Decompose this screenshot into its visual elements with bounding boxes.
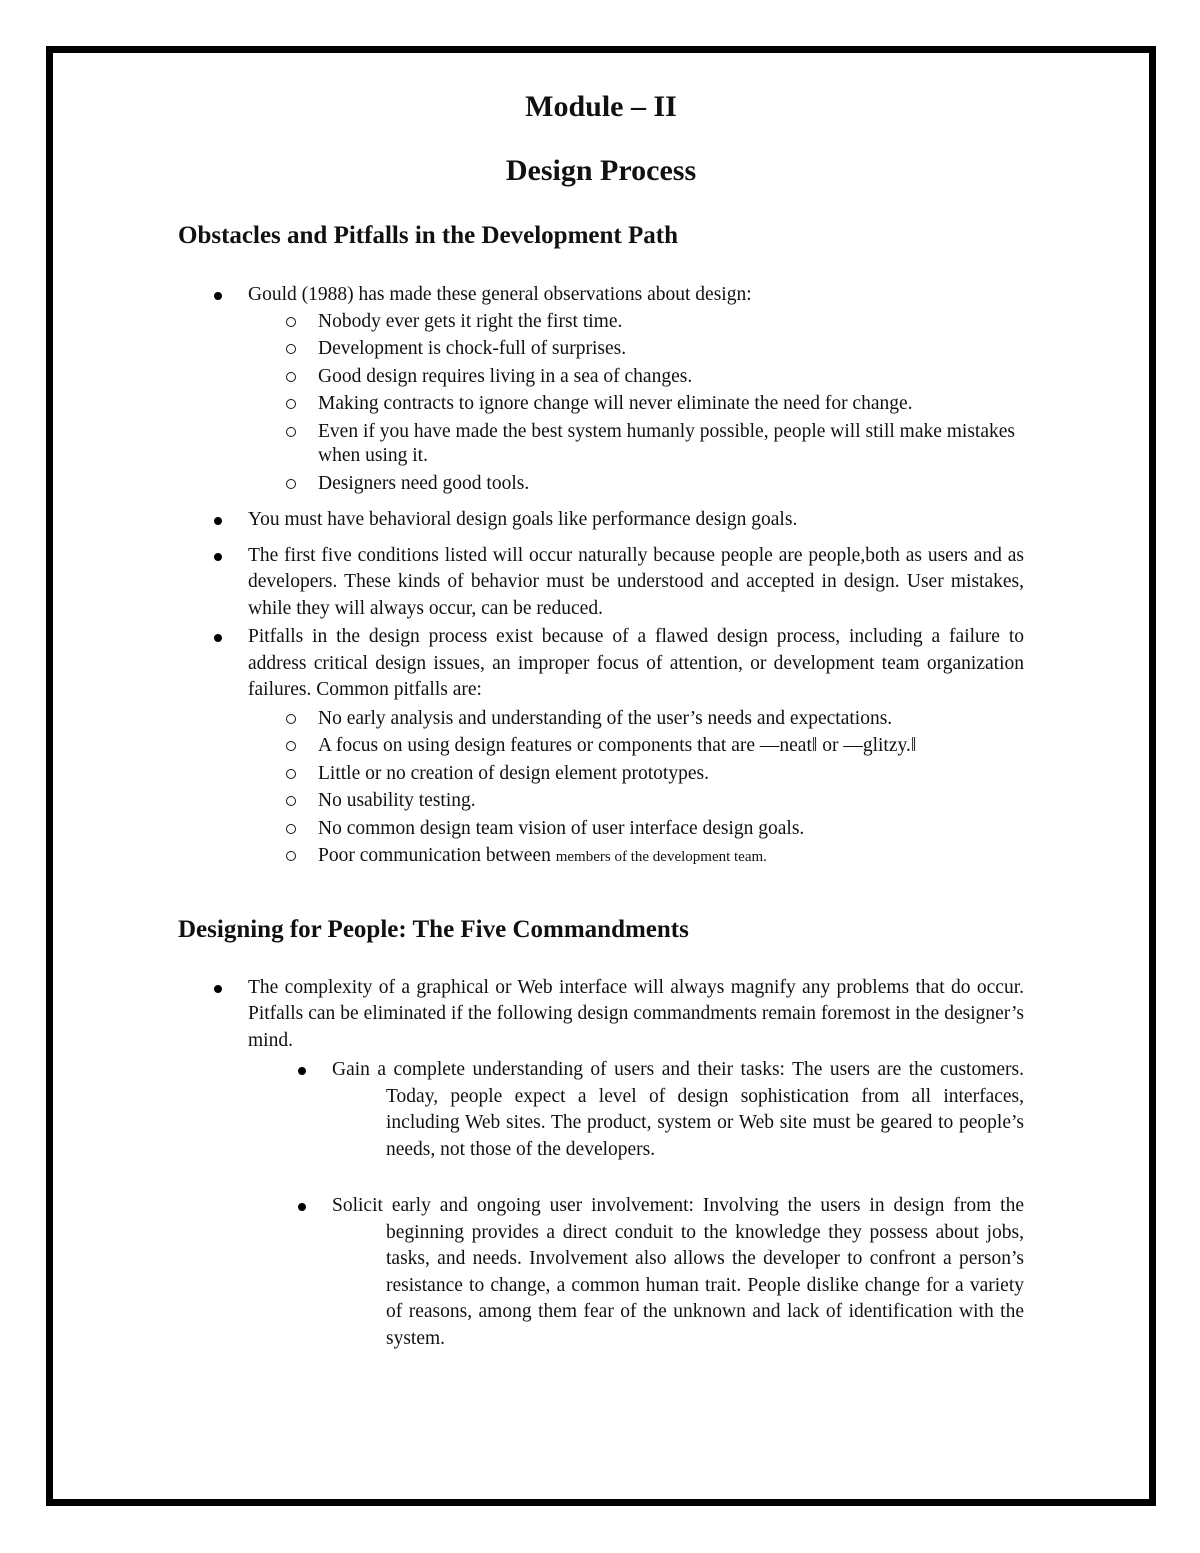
list-item	[178, 975, 1024, 1353]
circle-bullet-icon	[286, 479, 296, 489]
sub-list-item-text: Poor communication between	[318, 845, 556, 866]
circle-bullet-icon	[286, 769, 296, 779]
sub-list-item	[178, 420, 1024, 469]
sub-list-item-text: Gain a complete understanding of users and their tasks: The users are the customers. Today, people expect a level of design sophistication from all interfaces, including Web sites. The product, system or Web site must be geared to people’s needs, not those of the developers.	[332, 1059, 1024, 1160]
sub-list-item	[178, 789, 1024, 814]
sub-list-item-text: Making contracts to ignore change will never eliminate the need for change.	[318, 393, 913, 414]
commandments-list	[178, 975, 1024, 1353]
sub-list-item	[178, 734, 1024, 759]
circle-bullet-icon	[286, 824, 296, 834]
list-item-text: Pitfalls in the design process exist because of a flawed design process, including a failure to address critical design issues, an improper focus of attention, or development team organization failures. Common pitfalls are:	[248, 626, 1024, 700]
sub-list-item	[178, 392, 1024, 417]
list-item	[178, 543, 1024, 623]
sub-list-item	[178, 762, 1024, 787]
sub-list-item	[178, 365, 1024, 390]
list-item-text: The complexity of a graphical or Web interface will always magnify any problems that do occur. Pitfalls can be eliminated if the following design commandments remain foremost in the designer’s mind.	[248, 976, 1024, 1051]
list-item	[178, 624, 1024, 870]
sub-list-item	[178, 844, 1024, 870]
section-heading-five-commandments: Designing for People: The Five Commandments	[178, 915, 689, 943]
sub-list-item	[178, 337, 1024, 362]
sub-list-item	[178, 472, 1024, 497]
obstacles-list	[178, 282, 1024, 870]
sub-list-item-text: No early analysis and understanding of the user’s needs and expectations.	[318, 707, 893, 729]
sub-list-item-text: Solicit early and ongoing user involvement: Involving the users in design from the beginning provides a direct conduit to the knowledge they possess about jobs, tasks, and needs. Involvement also allows the developer to confront a person’s resistance to change, a common human trait. People dislike change for a variety of reasons, among them fear of the unknown and lack of identification with the system.	[332, 1195, 1024, 1349]
sub-list-item-text: Even if you have made the best system humanly possible, people will still make mistakes when using it.	[318, 420, 1015, 466]
circle-bullet-icon	[286, 796, 296, 806]
sub-list-item-text: Nobody ever gets it right the first time.	[318, 310, 623, 332]
sub-list-item	[178, 1193, 1024, 1352]
sub-list-item-text: Little or no creation of design element prototypes.	[318, 762, 709, 784]
circle-bullet-icon	[286, 741, 296, 751]
sub-list-item-text: No common design team vision of user interface design goals.	[318, 817, 805, 839]
circle-bullet-icon	[286, 317, 296, 327]
circle-bullet-icon	[286, 714, 296, 724]
page-title: Module – II	[525, 90, 677, 123]
section-heading-obstacles: Obstacles and Pitfalls in the Development Path	[178, 222, 678, 249]
sub-list-item	[178, 310, 1024, 335]
circle-bullet-icon	[286, 851, 296, 861]
sub-list-item-text: Designers need good tools.	[318, 472, 530, 494]
sub-list-item-text: Development is chock-full of surprises.	[318, 338, 627, 359]
sub-list-item	[178, 817, 1024, 842]
list-item-text: Gould (1988) has made these general observations about design:	[248, 284, 752, 305]
sub-list	[248, 310, 1024, 497]
page-subtitle: Design Process	[505, 154, 697, 187]
sub-list-item	[178, 707, 1024, 732]
sub-list-item-text: A focus on using design features or components that are ―neat‖ or ―glitzy.‖	[318, 735, 917, 756]
sub-list-item-text: No usability testing.	[318, 790, 476, 811]
list-item	[178, 282, 1024, 496]
list-item-text: You must have behavioral design goals like performance design goals.	[248, 509, 798, 530]
list-item	[178, 507, 1024, 534]
circle-bullet-icon	[286, 372, 296, 382]
circle-bullet-icon	[286, 399, 296, 409]
sub-list	[248, 707, 1024, 870]
sub-list-item-text-small: members of the development team.	[555, 849, 767, 865]
circle-bullet-icon	[286, 344, 296, 354]
list-item-text: The first five conditions listed will occur naturally because people are people,both as users and as developers. These kinds of behavior must be understood and accepted in design. User mistakes, while they will always occur, can be reduced.	[248, 544, 1024, 619]
document-body	[178, 88, 1024, 1352]
circle-bullet-icon	[286, 427, 296, 437]
sub-list	[248, 1057, 1024, 1352]
sub-list-item-text: Good design requires living in a sea of changes.	[318, 365, 693, 387]
sub-list-item	[178, 1057, 1024, 1163]
